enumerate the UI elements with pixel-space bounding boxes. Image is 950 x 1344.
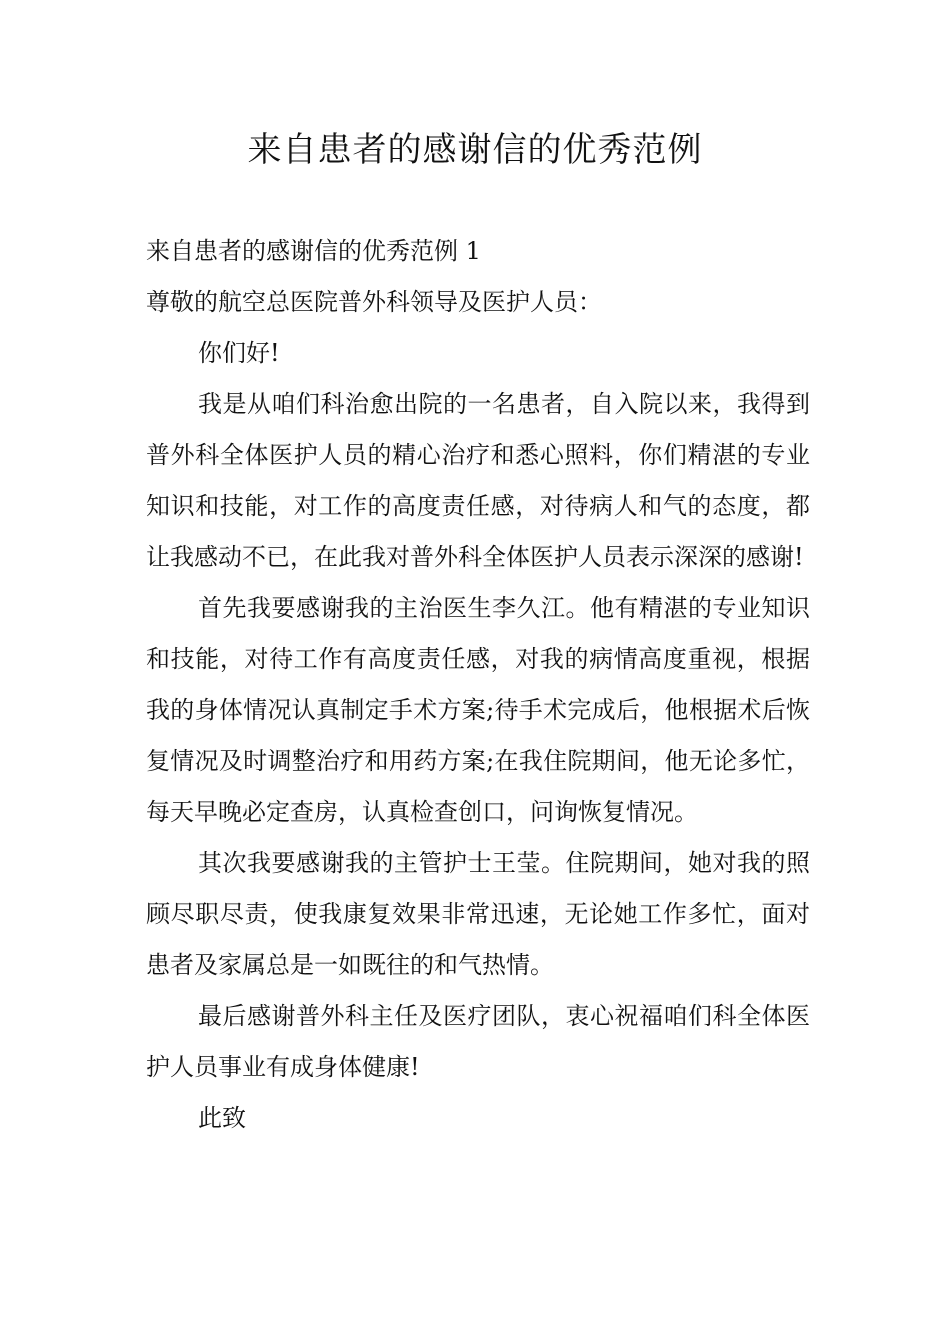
paragraph-1: 我是从咱们科治愈出院的一名患者，自入院以来，我得到普外科全体医护人员的精心治疗和悉心照料，你们精湛的专业知识和技能，对工作的高度责任感，对待病人和气的态度，都让我感动不已，在此我对普外科全体医护人员表示深深的感谢! — [146, 390, 810, 571]
closing: 此致 — [198, 1104, 246, 1132]
greeting: 你们好! — [198, 339, 280, 367]
section-heading: 来自患者的感谢信的优秀范例 1 — [146, 237, 481, 265]
paragraph-2: 首先我要感谢我的主治医生李久江。他有精湛的专业知识和技能，对待工作有高度责任感，对我的病情高度重视，根据我的身体情况认真制定手术方案;待手术完成后，他根据术后恢复情况及时调整治疗和用药方案;在我住院期间，他无论多忙，每天早晚必定查房，认真检查创口，问询恢复情况。 — [146, 594, 810, 826]
paragraph-4: 最后感谢普外科主任及医疗团队，衷心祝福咱们科全体医护人员事业有成身体健康! — [146, 1002, 810, 1081]
paragraph-3: 其次我要感谢我的主管护士王莹。住院期间，她对我的照顾尽职尽责，使我康复效果非常迅速，无论她工作多忙，面对患者及家属总是一如既往的和气热情。 — [146, 849, 810, 979]
salutation: 尊敬的航空总医院普外科领导及医护人员： — [146, 288, 602, 316]
document-body — [146, 226, 810, 1144]
document-title: 来自患者的感谢信的优秀范例 — [247, 130, 703, 170]
